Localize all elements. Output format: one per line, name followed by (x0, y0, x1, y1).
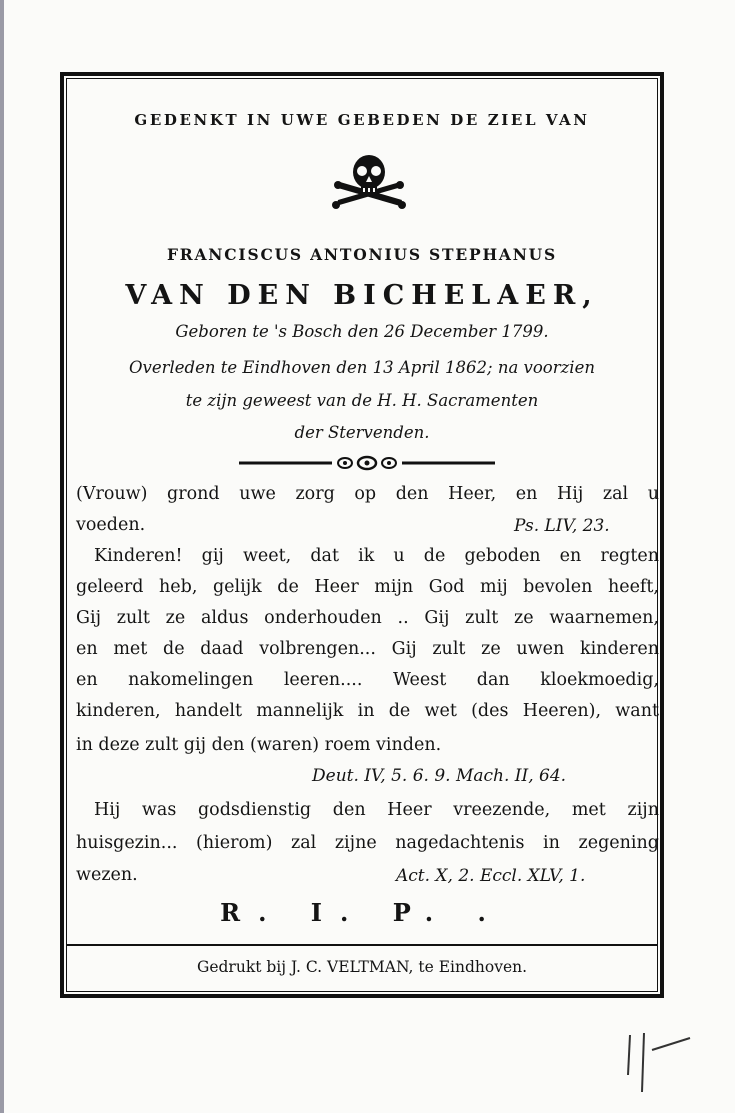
death-line-2: te zijn geweest van de H. H. Sacramenten (185, 391, 539, 410)
deceased-surname: VAN DEN BICHELAER, (125, 280, 599, 311)
verse-2-line-3: Gij zult ze aldus onderhouden .. Gij zult ze waarnemen, (76, 608, 659, 628)
footer-rule (66, 944, 658, 946)
deceased-first-names: FRANCISCUS ANTONIUS STEPHANUS (166, 245, 557, 264)
verse-1-line-1: (Vrouw) grond uwe zorg op den Heer, en Hij zal u (76, 484, 659, 504)
rip-line: R. I. P. . (220, 898, 504, 927)
card-heading: GEDENKT IN UWE GEBEDEN DE ZIEL VAN (134, 111, 590, 129)
verse-2-line-1: Kinderen! gij weet, dat ik u de geboden en regten (94, 546, 659, 566)
birth-line: Geboren te 's Bosch den 26 December 1799. (175, 322, 549, 341)
death-line-1: Overleden te Eindhoven den 13 April 1862; na voorzien (129, 358, 595, 377)
verse-3-reference: Act. X, 2. Eccl. XLV, 1. (396, 866, 586, 886)
handwritten-mark (610, 1030, 700, 1100)
death-line-3: der Stervenden. (294, 423, 430, 442)
verse-1-line-2: voeden. (76, 515, 146, 535)
verse-3-line-1: Hij was godsdienstig den Heer vreezende, met zijn (94, 800, 659, 820)
verse-2-line-6: kinderen, handelt mannelijk in de wet (des Heeren), want (76, 701, 659, 721)
scan-edge (0, 0, 4, 1113)
skull-crossbones-icon (332, 150, 406, 216)
verse-2-line-5: en nakomelingen leeren.... Weest dan kloekmoedig, (76, 670, 659, 690)
verse-2-line-2: geleerd heb, gelijk de Heer mijn God mij bevolen heeft, (76, 577, 659, 597)
verse-3-line-2: huisgezin... (hierom) zal zijne nagedachtenis in zegening (76, 833, 659, 853)
verse-1-reference: Ps. LIV, 23. (514, 516, 610, 536)
verse-3-line-3: wezen. (76, 865, 138, 885)
ornamental-divider (237, 455, 497, 471)
verse-2-line-7: in deze zult gij den (waren) roem vinden. (76, 735, 442, 755)
printer-imprint: Gedrukt bij J. C. VELTMAN, te Eindhoven. (196, 958, 528, 976)
verse-2-reference: Deut. IV, 5. 6. 9. Mach. II, 64. (312, 766, 567, 786)
verse-2-line-4: en met de daad volbrengen... Gij zult ze uwen kinderen (76, 639, 659, 659)
